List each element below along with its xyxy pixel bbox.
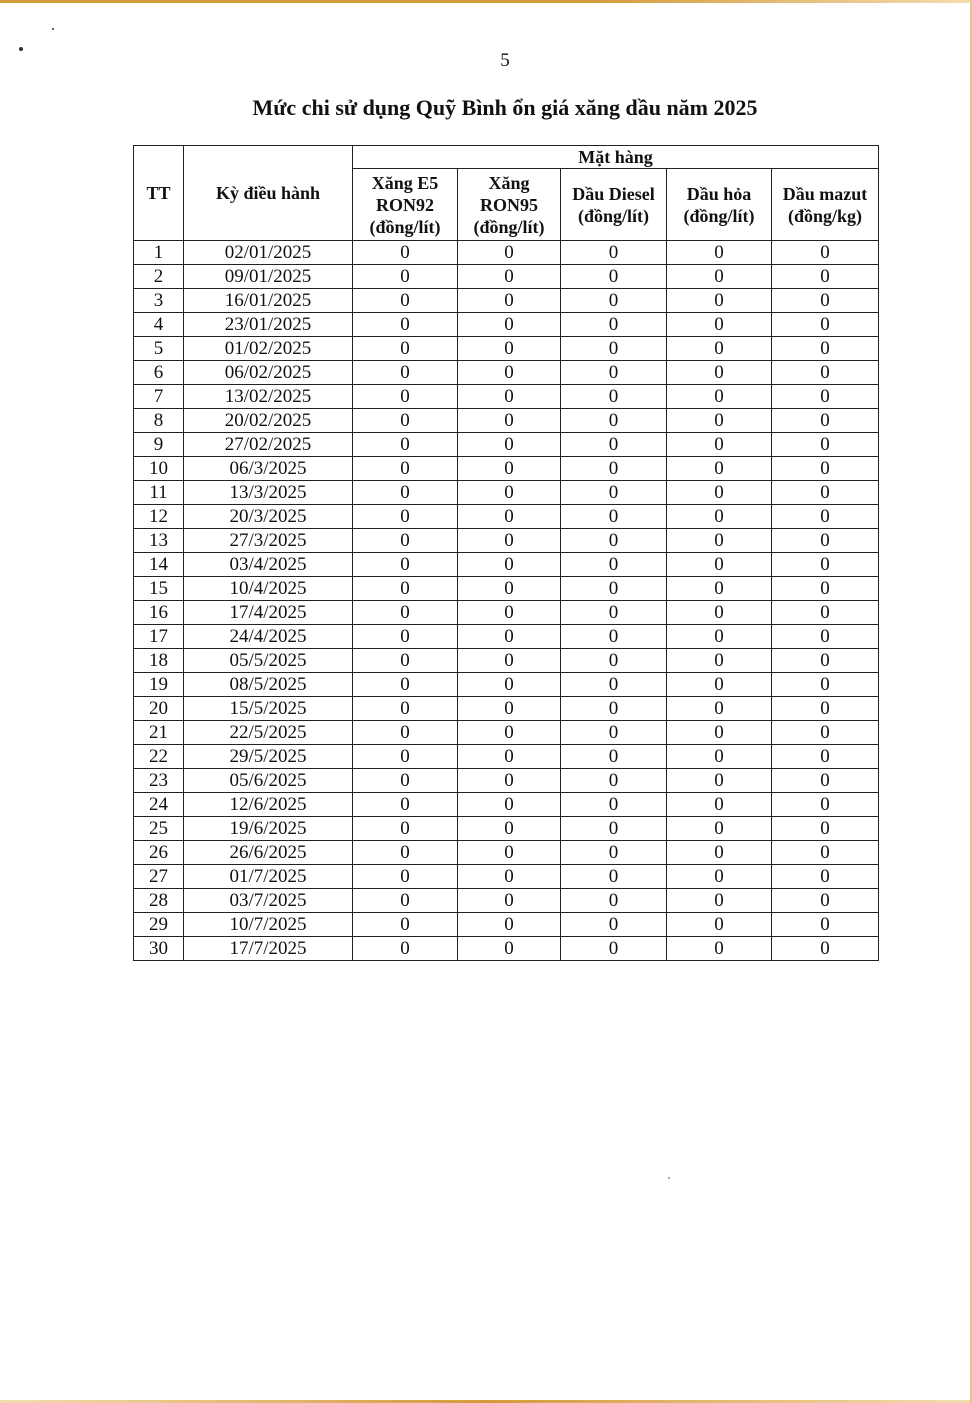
cell-kerosene: 0	[667, 337, 772, 361]
cell-ron95: 0	[458, 937, 561, 961]
cell-diesel: 0	[561, 697, 667, 721]
header-e5-ron92: Xăng E5 RON92 (đồng/lít)	[353, 169, 458, 241]
cell-ron95: 0	[458, 385, 561, 409]
cell-e5-ron92: 0	[353, 385, 458, 409]
cell-e5-ron92: 0	[353, 913, 458, 937]
cell-e5-ron92: 0	[353, 769, 458, 793]
cell-e5-ron92: 0	[353, 529, 458, 553]
cell-ron95: 0	[458, 457, 561, 481]
scan-speck	[668, 1177, 670, 1179]
cell-kerosene: 0	[667, 385, 772, 409]
cell-mazut: 0	[772, 649, 879, 673]
cell-mazut: 0	[772, 457, 879, 481]
header-kerosene: Dầu hỏa (đồng/lít)	[667, 169, 772, 241]
table-row	[134, 649, 879, 673]
cell-period: 26/6/2025	[184, 841, 353, 865]
cell-kerosene: 0	[667, 457, 772, 481]
cell-ron95: 0	[458, 553, 561, 577]
cell-mazut: 0	[772, 793, 879, 817]
cell-mazut: 0	[772, 745, 879, 769]
cell-tt: 2	[134, 265, 184, 289]
cell-diesel: 0	[561, 553, 667, 577]
cell-tt: 5	[134, 337, 184, 361]
cell-diesel: 0	[561, 841, 667, 865]
table-row	[134, 769, 879, 793]
cell-mazut: 0	[772, 721, 879, 745]
cell-period: 27/02/2025	[184, 433, 353, 457]
cell-period: 29/5/2025	[184, 745, 353, 769]
cell-kerosene: 0	[667, 817, 772, 841]
cell-mazut: 0	[772, 481, 879, 505]
cell-mazut: 0	[772, 289, 879, 313]
cell-mazut: 0	[772, 241, 879, 265]
cell-kerosene: 0	[667, 577, 772, 601]
cell-tt: 29	[134, 913, 184, 937]
table-row	[134, 337, 879, 361]
table-row	[134, 289, 879, 313]
cell-tt: 14	[134, 553, 184, 577]
cell-period: 13/02/2025	[184, 385, 353, 409]
cell-diesel: 0	[561, 337, 667, 361]
cell-tt: 21	[134, 721, 184, 745]
cell-tt: 15	[134, 577, 184, 601]
table-row	[134, 793, 879, 817]
cell-period: 13/3/2025	[184, 481, 353, 505]
cell-ron95: 0	[458, 889, 561, 913]
cell-tt: 6	[134, 361, 184, 385]
cell-tt: 30	[134, 937, 184, 961]
cell-tt: 13	[134, 529, 184, 553]
table-row	[134, 865, 879, 889]
cell-period: 06/3/2025	[184, 457, 353, 481]
cell-diesel: 0	[561, 577, 667, 601]
cell-period: 27/3/2025	[184, 529, 353, 553]
header-diesel: Dầu Diesel (đồng/lít)	[561, 169, 667, 241]
cell-mazut: 0	[772, 385, 879, 409]
table-row	[134, 385, 879, 409]
cell-e5-ron92: 0	[353, 817, 458, 841]
cell-ron95: 0	[458, 649, 561, 673]
table-row	[134, 361, 879, 385]
cell-tt: 16	[134, 601, 184, 625]
cell-kerosene: 0	[667, 721, 772, 745]
header-period: Kỳ điều hành	[184, 146, 353, 241]
cell-ron95: 0	[458, 529, 561, 553]
cell-period: 24/4/2025	[184, 625, 353, 649]
header-mazut: Dầu mazut (đồng/kg)	[772, 169, 879, 241]
table-row	[134, 433, 879, 457]
cell-mazut: 0	[772, 433, 879, 457]
cell-tt: 10	[134, 457, 184, 481]
cell-period: 22/5/2025	[184, 721, 353, 745]
cell-tt: 28	[134, 889, 184, 913]
table-row	[134, 721, 879, 745]
cell-e5-ron92: 0	[353, 865, 458, 889]
cell-ron95: 0	[458, 625, 561, 649]
cell-diesel: 0	[561, 313, 667, 337]
cell-ron95: 0	[458, 409, 561, 433]
cell-kerosene: 0	[667, 553, 772, 577]
cell-ron95: 0	[458, 601, 561, 625]
cell-period: 01/02/2025	[184, 337, 353, 361]
cell-mazut: 0	[772, 889, 879, 913]
table-row	[134, 265, 879, 289]
cell-mazut: 0	[772, 673, 879, 697]
cell-kerosene: 0	[667, 529, 772, 553]
table-row	[134, 673, 879, 697]
cell-period: 15/5/2025	[184, 697, 353, 721]
cell-diesel: 0	[561, 481, 667, 505]
cell-mazut: 0	[772, 913, 879, 937]
cell-period: 02/01/2025	[184, 241, 353, 265]
cell-diesel: 0	[561, 529, 667, 553]
cell-e5-ron92: 0	[353, 337, 458, 361]
page-title: Mức chi sử dụng Quỹ Bình ổn giá xăng dầu năm 2025	[252, 95, 758, 120]
cell-kerosene: 0	[667, 409, 772, 433]
cell-e5-ron92: 0	[353, 889, 458, 913]
table-row	[134, 409, 879, 433]
cell-ron95: 0	[458, 265, 561, 289]
paper-edge-top	[0, 0, 972, 3]
cell-ron95: 0	[458, 913, 561, 937]
cell-diesel: 0	[561, 721, 667, 745]
cell-kerosene: 0	[667, 313, 772, 337]
table-row	[134, 625, 879, 649]
cell-kerosene: 0	[667, 937, 772, 961]
cell-e5-ron92: 0	[353, 361, 458, 385]
cell-mazut: 0	[772, 577, 879, 601]
cell-period: 12/6/2025	[184, 793, 353, 817]
header-tt: TT	[134, 146, 184, 241]
cell-kerosene: 0	[667, 673, 772, 697]
cell-mazut: 0	[772, 361, 879, 385]
cell-e5-ron92: 0	[353, 313, 458, 337]
cell-period: 05/6/2025	[184, 769, 353, 793]
cell-kerosene: 0	[667, 433, 772, 457]
cell-diesel: 0	[561, 409, 667, 433]
cell-tt: 27	[134, 865, 184, 889]
cell-e5-ron92: 0	[353, 673, 458, 697]
header-ron95: Xăng RON95 (đồng/lít)	[458, 169, 561, 241]
table-row	[134, 817, 879, 841]
cell-tt: 3	[134, 289, 184, 313]
cell-period: 03/7/2025	[184, 889, 353, 913]
cell-diesel: 0	[561, 385, 667, 409]
table-row	[134, 745, 879, 769]
cell-tt: 8	[134, 409, 184, 433]
cell-kerosene: 0	[667, 841, 772, 865]
cell-ron95: 0	[458, 697, 561, 721]
cell-diesel: 0	[561, 817, 667, 841]
cell-mazut: 0	[772, 817, 879, 841]
cell-period: 09/01/2025	[184, 265, 353, 289]
cell-period: 17/7/2025	[184, 937, 353, 961]
table-row	[134, 841, 879, 865]
cell-e5-ron92: 0	[353, 697, 458, 721]
cell-tt: 25	[134, 817, 184, 841]
cell-e5-ron92: 0	[353, 793, 458, 817]
cell-tt: 22	[134, 745, 184, 769]
cell-tt: 24	[134, 793, 184, 817]
cell-tt: 18	[134, 649, 184, 673]
cell-ron95: 0	[458, 721, 561, 745]
cell-mazut: 0	[772, 625, 879, 649]
cell-e5-ron92: 0	[353, 241, 458, 265]
cell-period: 03/4/2025	[184, 553, 353, 577]
cell-ron95: 0	[458, 505, 561, 529]
cell-kerosene: 0	[667, 697, 772, 721]
cell-kerosene: 0	[667, 793, 772, 817]
cell-tt: 1	[134, 241, 184, 265]
cell-tt: 23	[134, 769, 184, 793]
fund-usage-table	[133, 145, 879, 961]
cell-e5-ron92: 0	[353, 721, 458, 745]
cell-kerosene: 0	[667, 649, 772, 673]
cell-e5-ron92: 0	[353, 745, 458, 769]
cell-period: 17/4/2025	[184, 601, 353, 625]
cell-period: 20/02/2025	[184, 409, 353, 433]
cell-tt: 17	[134, 625, 184, 649]
cell-mazut: 0	[772, 937, 879, 961]
cell-kerosene: 0	[667, 601, 772, 625]
cell-e5-ron92: 0	[353, 625, 458, 649]
cell-kerosene: 0	[667, 625, 772, 649]
table-row	[134, 913, 879, 937]
cell-period: 06/02/2025	[184, 361, 353, 385]
cell-kerosene: 0	[667, 889, 772, 913]
cell-e5-ron92: 0	[353, 481, 458, 505]
cell-ron95: 0	[458, 433, 561, 457]
cell-kerosene: 0	[667, 289, 772, 313]
cell-tt: 20	[134, 697, 184, 721]
cell-e5-ron92: 0	[353, 577, 458, 601]
cell-tt: 19	[134, 673, 184, 697]
cell-diesel: 0	[561, 457, 667, 481]
table-row	[134, 553, 879, 577]
table-row	[134, 601, 879, 625]
cell-diesel: 0	[561, 673, 667, 697]
cell-period: 10/4/2025	[184, 577, 353, 601]
cell-ron95: 0	[458, 865, 561, 889]
scan-speck	[52, 28, 54, 30]
cell-tt: 26	[134, 841, 184, 865]
cell-tt: 9	[134, 433, 184, 457]
cell-ron95: 0	[458, 289, 561, 313]
cell-mazut: 0	[772, 265, 879, 289]
cell-period: 05/5/2025	[184, 649, 353, 673]
cell-ron95: 0	[458, 481, 561, 505]
cell-ron95: 0	[458, 313, 561, 337]
cell-period: 08/5/2025	[184, 673, 353, 697]
cell-ron95: 0	[458, 793, 561, 817]
cell-diesel: 0	[561, 433, 667, 457]
page-number: 5	[500, 50, 510, 71]
cell-tt: 12	[134, 505, 184, 529]
cell-mazut: 0	[772, 865, 879, 889]
cell-e5-ron92: 0	[353, 433, 458, 457]
cell-kerosene: 0	[667, 865, 772, 889]
cell-diesel: 0	[561, 937, 667, 961]
table-row	[134, 481, 879, 505]
cell-diesel: 0	[561, 265, 667, 289]
cell-e5-ron92: 0	[353, 937, 458, 961]
cell-diesel: 0	[561, 769, 667, 793]
cell-diesel: 0	[561, 505, 667, 529]
cell-e5-ron92: 0	[353, 841, 458, 865]
cell-period: 23/01/2025	[184, 313, 353, 337]
cell-kerosene: 0	[667, 265, 772, 289]
cell-kerosene: 0	[667, 769, 772, 793]
cell-diesel: 0	[561, 601, 667, 625]
cell-ron95: 0	[458, 241, 561, 265]
cell-ron95: 0	[458, 841, 561, 865]
cell-diesel: 0	[561, 241, 667, 265]
cell-diesel: 0	[561, 793, 667, 817]
table-row	[134, 241, 879, 265]
cell-mazut: 0	[772, 601, 879, 625]
table-body	[134, 241, 879, 961]
cell-diesel: 0	[561, 649, 667, 673]
cell-kerosene: 0	[667, 505, 772, 529]
cell-e5-ron92: 0	[353, 289, 458, 313]
cell-e5-ron92: 0	[353, 601, 458, 625]
cell-tt: 7	[134, 385, 184, 409]
table-row	[134, 313, 879, 337]
cell-ron95: 0	[458, 745, 561, 769]
table-row	[134, 889, 879, 913]
cell-e5-ron92: 0	[353, 553, 458, 577]
cell-mazut: 0	[772, 529, 879, 553]
cell-period: 20/3/2025	[184, 505, 353, 529]
cell-mazut: 0	[772, 697, 879, 721]
table-row	[134, 505, 879, 529]
cell-mazut: 0	[772, 337, 879, 361]
cell-e5-ron92: 0	[353, 265, 458, 289]
cell-mazut: 0	[772, 553, 879, 577]
cell-kerosene: 0	[667, 913, 772, 937]
cell-diesel: 0	[561, 361, 667, 385]
cell-e5-ron92: 0	[353, 409, 458, 433]
cell-e5-ron92: 0	[353, 505, 458, 529]
cell-mazut: 0	[772, 505, 879, 529]
header-product-group: Mặt hàng	[353, 146, 879, 169]
cell-diesel: 0	[561, 745, 667, 769]
cell-ron95: 0	[458, 577, 561, 601]
cell-ron95: 0	[458, 337, 561, 361]
cell-ron95: 0	[458, 361, 561, 385]
cell-tt: 11	[134, 481, 184, 505]
cell-ron95: 0	[458, 673, 561, 697]
cell-kerosene: 0	[667, 481, 772, 505]
cell-mazut: 0	[772, 769, 879, 793]
cell-period: 01/7/2025	[184, 865, 353, 889]
cell-diesel: 0	[561, 889, 667, 913]
cell-ron95: 0	[458, 817, 561, 841]
cell-kerosene: 0	[667, 361, 772, 385]
table-row	[134, 577, 879, 601]
table-row	[134, 697, 879, 721]
cell-mazut: 0	[772, 409, 879, 433]
cell-kerosene: 0	[667, 241, 772, 265]
cell-mazut: 0	[772, 313, 879, 337]
cell-e5-ron92: 0	[353, 649, 458, 673]
table-row	[134, 457, 879, 481]
cell-e5-ron92: 0	[353, 457, 458, 481]
cell-diesel: 0	[561, 865, 667, 889]
cell-tt: 4	[134, 313, 184, 337]
cell-mazut: 0	[772, 841, 879, 865]
cell-diesel: 0	[561, 913, 667, 937]
cell-period: 16/01/2025	[184, 289, 353, 313]
table-row	[134, 937, 879, 961]
cell-kerosene: 0	[667, 745, 772, 769]
cell-period: 10/7/2025	[184, 913, 353, 937]
cell-ron95: 0	[458, 769, 561, 793]
cell-diesel: 0	[561, 289, 667, 313]
cell-diesel: 0	[561, 625, 667, 649]
cell-period: 19/6/2025	[184, 817, 353, 841]
table-row	[134, 529, 879, 553]
